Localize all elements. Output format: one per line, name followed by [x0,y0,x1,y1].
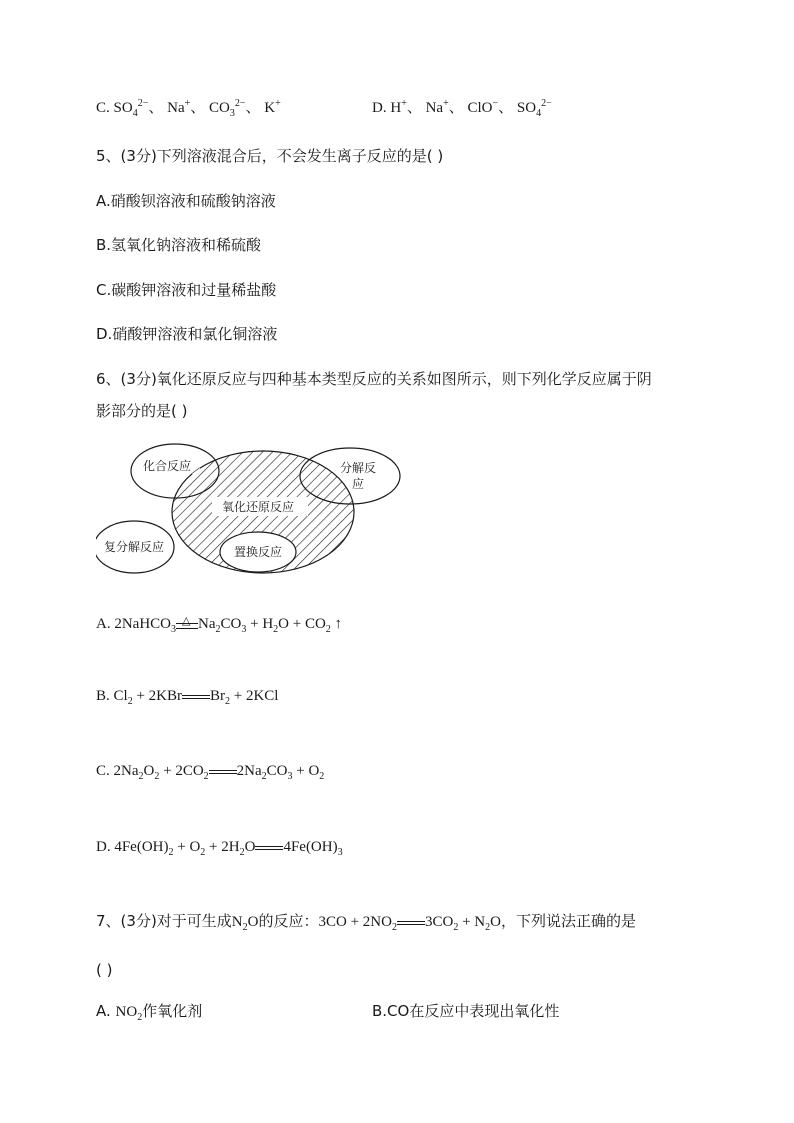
heating-symbol: △ [176,618,198,632]
decomposition-ellipse [300,448,400,504]
q5-option-c: C.碳酸钾溶液和过量稀盐酸 [96,281,277,299]
q5-option-a: A.硝酸钡溶液和硫酸钠溶液 [96,192,276,210]
equals-symbol [397,918,425,928]
q7-answer-paren: ( ) [96,961,113,979]
q4-option-d: D. H+、 Na+、 ClO−、 $SO_4^{2-}$ [372,98,552,119]
equals-symbol [182,692,210,702]
equals-symbol [255,843,283,853]
q6-stem-line1: 6、(3分)氧化还原反应与四种基本类型反应的关系如图所示，则下列化学反应属于阴 [96,370,652,388]
q5-stem: 5、(3分)下列溶液混合后，不会发生离子反应的是( ) [96,147,444,165]
q7-stem: 7、(3分)对于可生成$N_2O$的反应：$3CO + 2NO_2$ $3CO_2 + N_2O$，下列说法正确的是 [96,912,636,933]
combination-label: 化合反应 [143,459,192,473]
q6-option-b: B. $Cl_2 + 2KBr$ $Br_2 + 2KCl$ [96,688,279,707]
q7-option-a: A. $NO_2$作氧化剂 [96,1002,203,1023]
redox-label: 氧化还原反应 [222,500,295,514]
equals-symbol [209,767,237,777]
q6-option-c: C. $2Na_2O_2 + 2CO_2$ $2Na_2CO_3 + O_2$ [96,763,325,782]
decomposition-label-2: 应 [352,477,365,491]
q5-option-b: B.氢氧化钠溶液和稀硫酸 [96,236,262,254]
q7-option-b: B.CO在反应中表现出氧化性 [372,1002,560,1020]
q5-option-d: D.硝酸钾溶液和氯化铜溶液 [96,325,278,343]
q4-option-c: C. $SO_4^{2-}$、 Na+、 $CO_3^{2-}$、 K+ [96,98,281,119]
decomposition-label-1: 分解反 [340,461,377,475]
q6-option-a: A. 2NaHCO$_3$ △ $Na_2CO_3 + H_2O + CO_2$ ↑ [96,614,343,635]
q6-option-d: D. $4Fe(OH)_2 + O_2 + 2H_2O$ $4Fe(OH)_3$ [96,839,343,858]
reaction-type-venn-diagram [96,440,406,580]
double-decomposition-label: 复分解反应 [104,540,165,554]
displacement-label: 置换反应 [234,545,283,559]
q6-stem-line2: 影部分的是( ) [96,402,188,420]
